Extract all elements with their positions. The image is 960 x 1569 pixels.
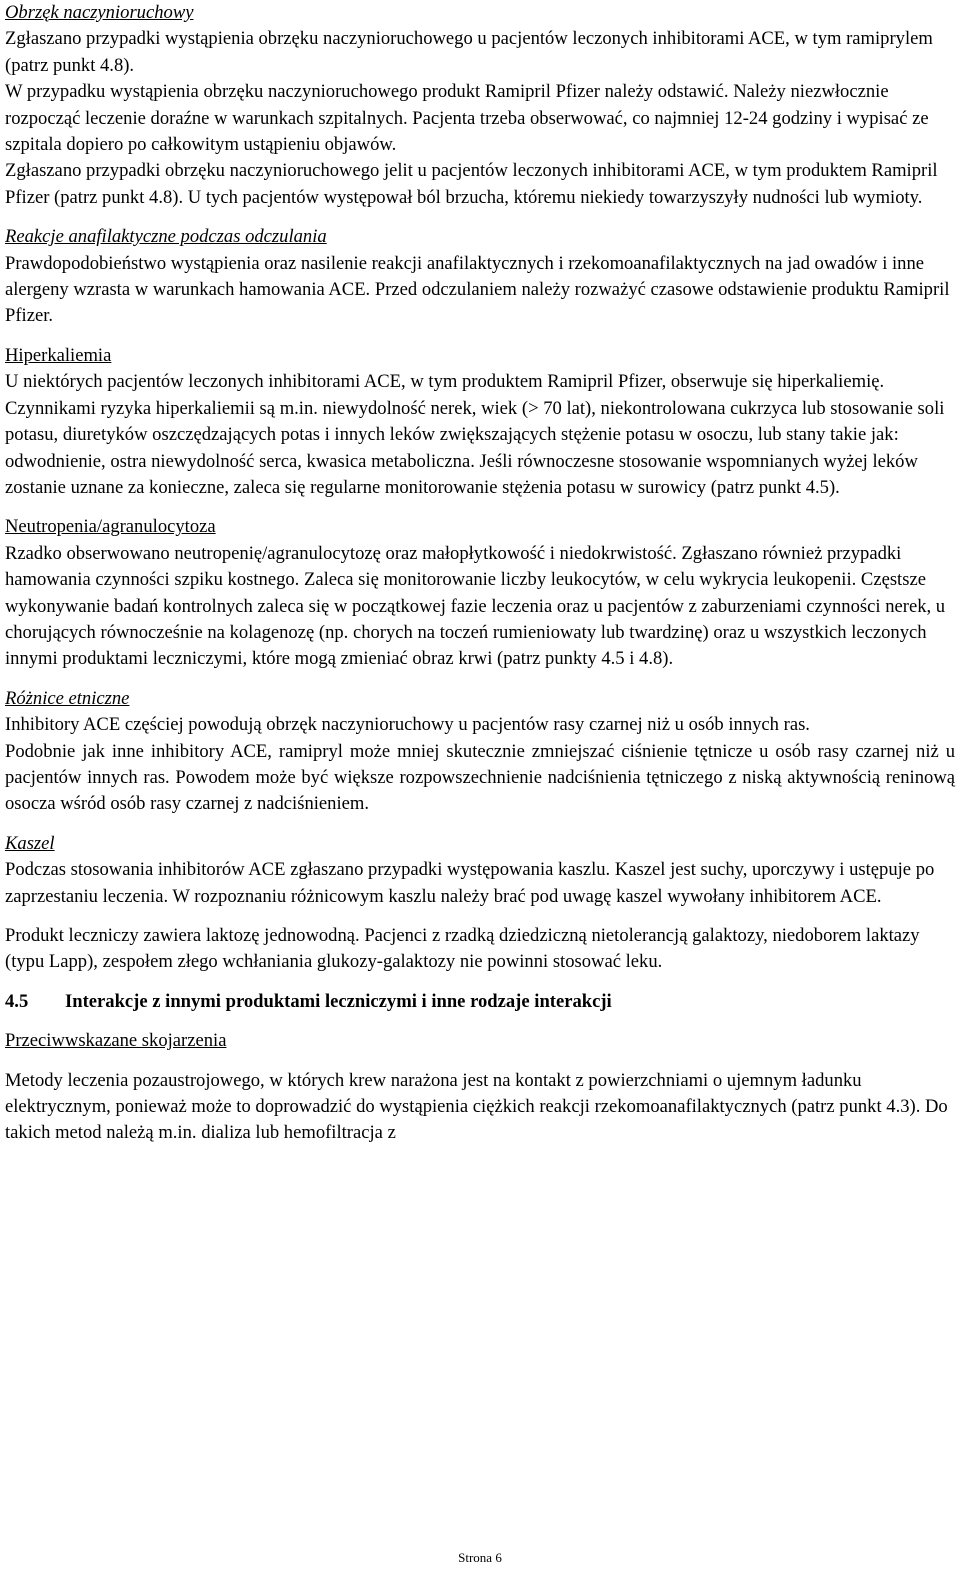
paragraph-hiperkaliemia: U niektórych pacjentów leczonych inhibitorami ACE, w tym produktem Ramipril Pfizer, obserwuje się hiperkaliemię. Czynnikami ryzyka hiperkaliemii są m.in. niewydolność nerek, wiek (> 70 lat), niekontrolowana cukrzyca lub stosowanie soli potasu, diuretyków oszczędzających potas i innych leków zwiększających stężenie potasu w osoczu, lub stany takie jak: odwodnienie, ostra niewydolność serca, kwasica metaboliczna. Jeśli równoczesne stosowanie wspomnianych wyżej leków zostanie uznane za konieczne, zaleca się regularne monitorowanie stężenia potasu w surowicy (patrz punkt 4.5). (5, 371, 945, 498)
heading-roznice: Różnice etniczne (5, 687, 130, 709)
heading-przeciwwskazane: Przeciwwskazane skojarzenia (5, 1030, 227, 1052)
paragraph-obrzek-1: Zgłaszano przypadki wystąpienia obrzęku naczynioruchowego u pacjentów leczonych inhibitorami ACE, w tym ramiprylem (patrz punkt 4.8). (5, 28, 933, 76)
heading-anafilaksja: Reakcje anafilaktyczne podczas odczulania (5, 226, 327, 248)
heading-obrzek: Obrzęk naczynioruchowy (5, 2, 194, 23)
section-title-text: Interakcje z innymi produktami leczniczymi i inne rodzaje interakcji (65, 990, 612, 1012)
heading-neutropenia: Neutropenia/agranulocytoza (5, 516, 216, 538)
heading-hiperkaliemia: Hiperkaliemia (5, 344, 112, 366)
paragraph-laktoza: Produkt leczniczy zawiera laktozę jednowodną. Pacjenci z rzadką dziedziczną nietolerancją galaktozy, niedoborem laktazy (typu Lapp), zespołem złego wchłaniania glukozy-galaktozy nie powinni stosować leku. (5, 925, 920, 973)
section-title-4-5 (5, 989, 955, 1015)
paragraph-roznice-2: Podobnie jak inne inhibitory ACE, ramipryl może mniej skutecznie zmniejszać ciśnienie tętnicze u osób rasy czarnej niż u pacjentów innych ras. Powodem może być większe rozpowszechnienie nadciśnienia tętniczego z niską aktywnością reninową osocza wśród osób rasy czarnej z nadciśnieniem. (5, 740, 955, 815)
page-footer (0, 1550, 960, 1566)
paragraph-obrzek-3: Zgłaszano przypadki obrzęku naczynioruchowego jelit u pacjentów leczonych inhibitorami ACE, w tym produktem Ramipril Pfizer (patrz punkt 4.8). U tych pacjentów występował ból brzucha, któremu niekiedy towarzyszyły nudności lub wymioty. (5, 160, 938, 208)
paragraph-anafilaksja: Prawdopodobieństwo wystąpienia oraz nasilenie reakcji anafilaktycznych i rzekomoanafilaktycznych na jad owadów i inne alergeny wzrasta w warunkach hamowania ACE. Przed odczulaniem należy rozważyć czasowe odstawienie produktu Ramipril Pfizer. (5, 252, 950, 327)
section-number: 4.5 (5, 990, 29, 1012)
paragraph-obrzek-2: W przypadku wystąpienia obrzęku naczynioruchowego produkt Ramipril Pfizer należy odstawić. Należy niezwłocznie rozpocząć leczenie doraźne w warunkach szpitalnych. Pacjenta trzeba obserwować, co najmniej 12-24 godziny i wypisać ze szpitala dopiero po całkowitym ustąpieniu objawów. (5, 81, 929, 156)
heading-kaszel: Kaszel (5, 832, 55, 854)
paragraph-roznice-1: Inhibitory ACE częściej powodują obrzęk naczynioruchowy u pacjentów rasy czarnej niż u osób innych ras. (5, 714, 810, 736)
paragraph-neutropenia: Rzadko obserwowano neutropenię/agranulocytozę oraz małopłytkowość i niedokrwistość. Zgłaszano również przypadki hamowania czynności szpiku kostnego. Zaleca się monitorowanie liczby leukocytów, w celu wykrycia leukopenii. Częstsze wykonywanie badań kontrolnych zaleca się w początkowej fazie leczenia oraz u pacjentów z zaburzeniami czynności nerek, u chorujących równocześnie na kolagenozę (np. chorych na toczeń rumieniowaty lub twardzinę) oraz u wszystkich leczonych innymi produktami leczniczymi, które mogą zmieniać obraz krwi (patrz punkty 4.5 i 4.8). (5, 542, 946, 670)
document-page (5, 0, 955, 1147)
paragraph-interakcje: Metody leczenia pozaustrojowego, w których krew narażona jest na kontakt z powierzchniami o ujemnym ładunku elektrycznym, ponieważ może to doprowadzić do wystąpienia ciężkich reakcji rzekomoanafilaktycznych (patrz punkt 4.3). Do takich metod należą m.in. dializa lub hemofiltracja z (5, 1069, 948, 1144)
page-number: Strona 6 (458, 1550, 502, 1565)
paragraph-kaszel: Podczas stosowania inhibitorów ACE zgłaszano przypadki występowania kaszlu. Kaszel jest suchy, uporczywy i ustępuje po zaprzestaniu leczenia. W rozpoznaniu różnicowym kaszlu należy brać pod uwagę kaszel wywołany inhibitorem ACE. (5, 859, 935, 907)
